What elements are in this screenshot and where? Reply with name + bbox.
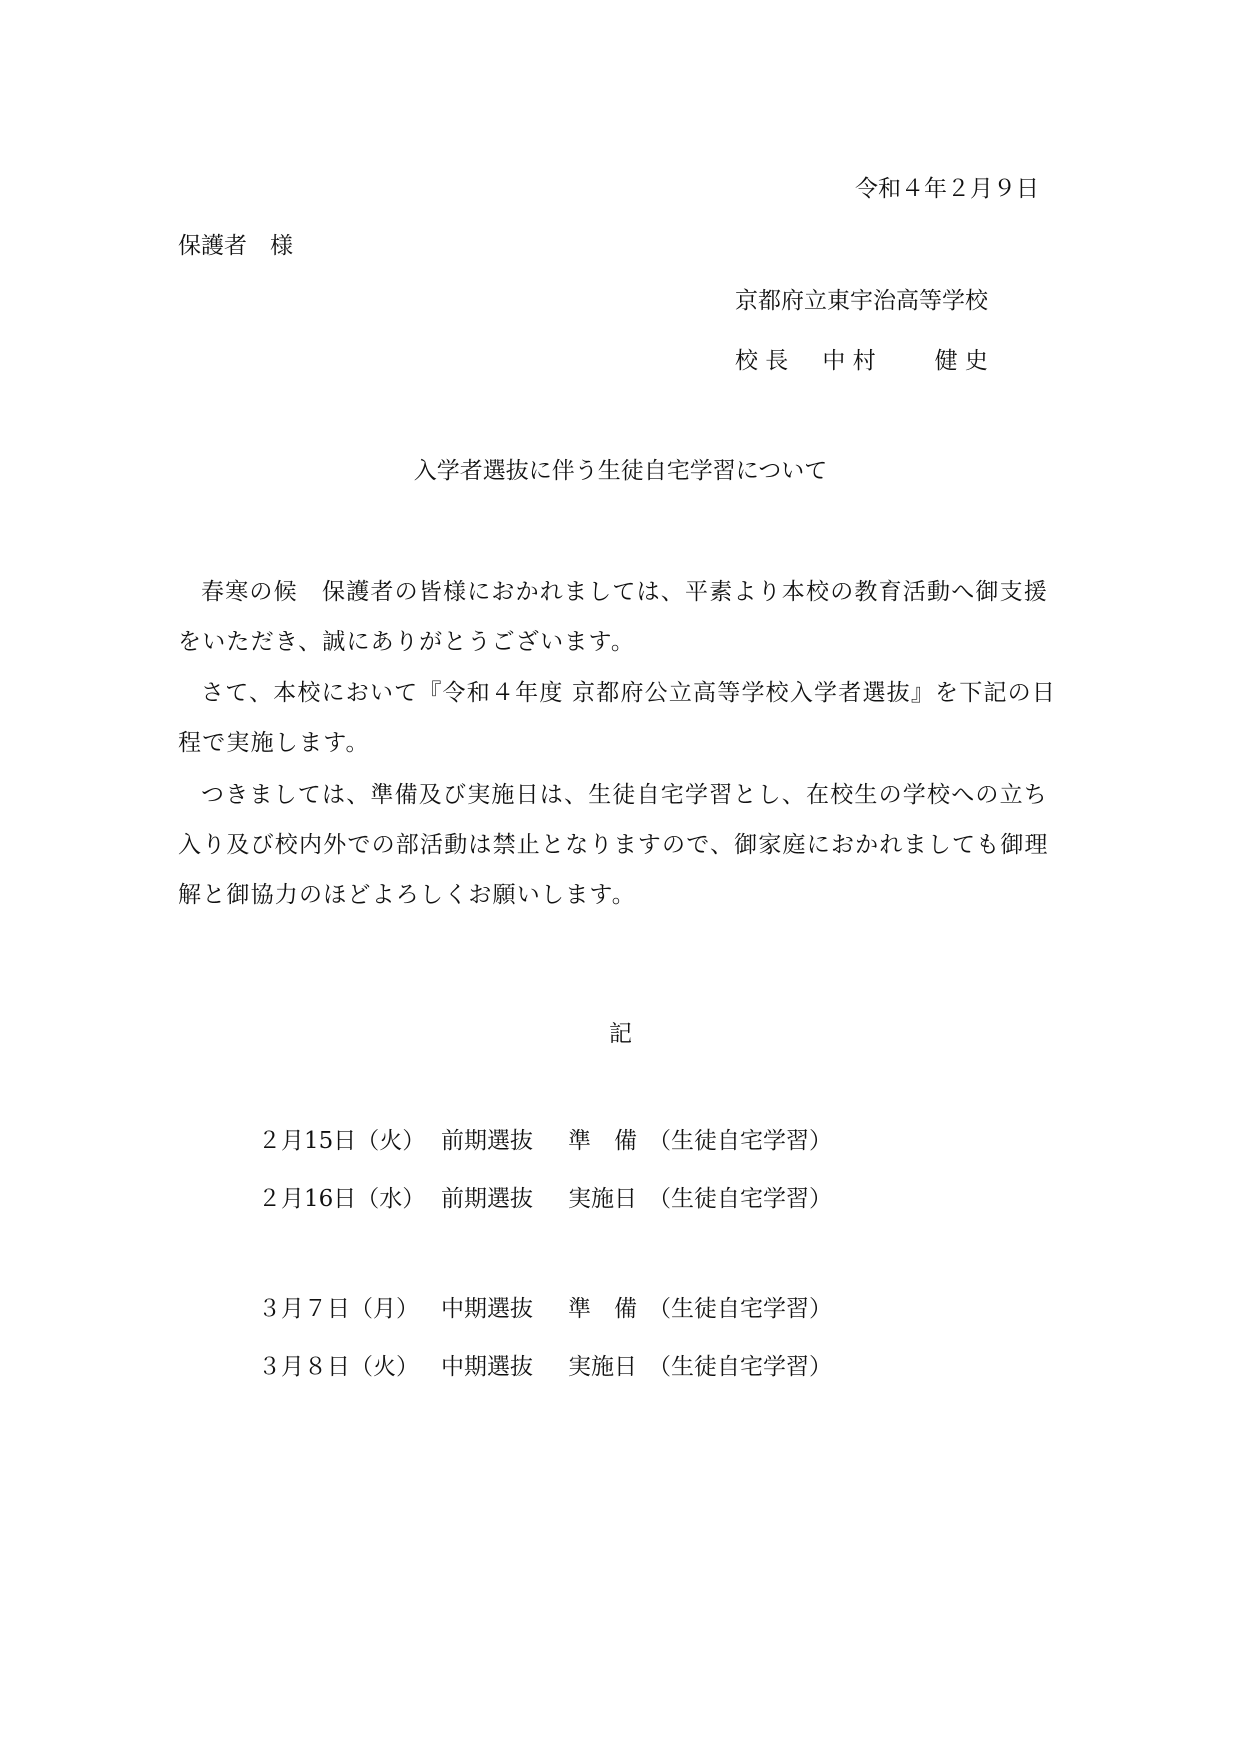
schedule-kind: 準 備 [568,1296,637,1322]
body-paragraph: 春寒の候 保護者の皆様におかれましては、平素より本校の教育活動へ御支援をいただき、誠にありがとうございます。 [178,579,1048,655]
schedule-phase: 前期選抜 [441,1128,533,1154]
schedule-row [258,1356,832,1379]
principal-signature [735,350,988,373]
schedule-row [258,1130,832,1153]
schedule-date: ３月７日（月） [258,1296,419,1322]
schedule-note: （生徒自宅学習） [648,1128,832,1154]
schedule-phase: 前期選抜 [441,1186,533,1212]
principal-role: 校 長 [735,348,789,374]
schedule-date: ２月15日（火） [258,1128,426,1154]
principal-family-name: 中 村 [822,348,876,374]
body-paragraph: さて、本校において『令和４年度 京都府公立高等学校入学者選抜』を下記の日程で実施します。 [178,680,1057,756]
principal-given-name: 健 史 [934,348,988,374]
issue-date: 令和４年２月９日 [855,176,1039,202]
schedule-note: （生徒自宅学習） [648,1354,832,1380]
schedule-phase: 中期選抜 [441,1296,533,1322]
schedule-note: （生徒自宅学習） [648,1186,832,1212]
schedule-kind: 実施日 [568,1186,637,1212]
recipient: 保護者 様 [178,233,293,259]
document-title: 入学者選抜に伴う生徒自宅学習について [413,458,828,484]
schedule-kind: 実施日 [568,1354,637,1380]
schedule-date: ３月８日（火） [258,1354,419,1380]
schedule-phase: 中期選抜 [441,1354,533,1380]
body-paragraph: つきましては、準備及び実施日は、生徒自宅学習とし、在校生の学校への立ち入り及び校内外での部活動は禁止となりますので、御家庭におかれましても御理解と御協力のほどよろしくお願いします。 [178,782,1049,908]
schedule-kind: 準 備 [568,1128,637,1154]
schedule-note: （生徒自宅学習） [648,1296,832,1322]
ki-heading: 記 [609,1021,632,1047]
schedule-date: ２月16日（水） [258,1186,426,1212]
school-name: 京都府立東宇治高等学校 [735,288,988,314]
schedule-row [258,1188,832,1211]
schedule-row [258,1298,832,1321]
